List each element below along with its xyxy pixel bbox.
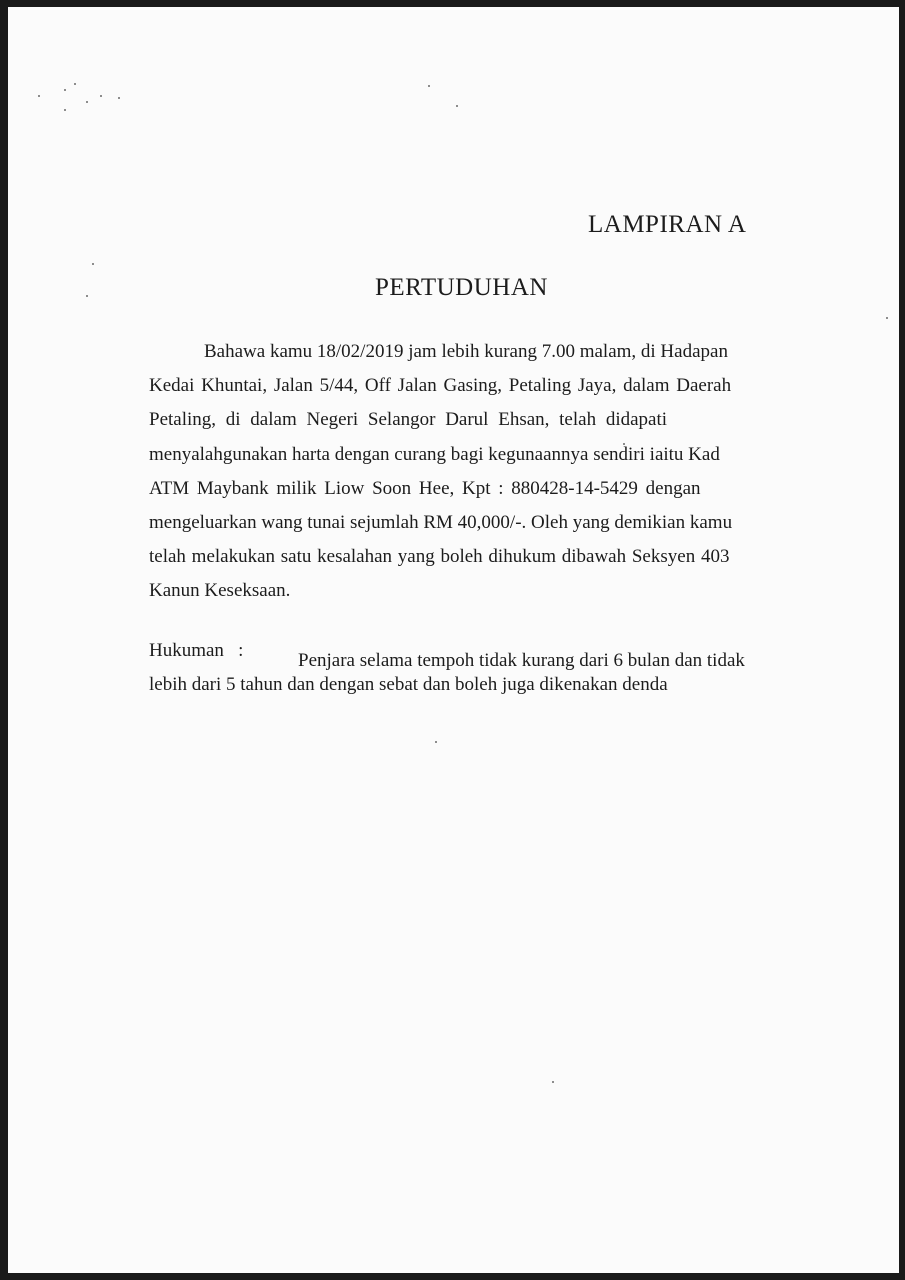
scan-speck <box>118 97 120 99</box>
charge-line: Petaling, di dalam Negeri Selangor Darul Ehsan, telah didapati <box>149 409 668 430</box>
scan-speck <box>456 105 458 107</box>
charge-line: telah melakukan satu kesalahan yang boleh dihukum dibawah Seksyen 403 <box>149 546 730 567</box>
punishment-text: Penjara selama tempoh tidak kurang dari 6 bulan dan tidak <box>298 650 745 671</box>
scan-speck <box>552 1081 554 1083</box>
scan-speck <box>100 95 102 97</box>
charge-line: menyalahgunakan harta dengan curang bagi kegunaannya sendiri iaitu Kad <box>149 444 720 465</box>
scan-speck <box>92 263 94 265</box>
scan-speck <box>38 95 40 97</box>
scan-speck <box>886 317 888 319</box>
scan-speck <box>428 85 430 87</box>
charge-line: mengeluarkan wang tunai sejumlah RM 40,000/-. Oleh yang demikian kamu <box>149 512 733 533</box>
scan-speck <box>86 101 88 103</box>
document-page <box>8 7 899 1273</box>
scan-speck <box>86 295 88 297</box>
punishment-text: lebih dari 5 tahun dan dengan sebat dan boleh juga dikenakan denda <box>149 674 668 695</box>
scan-speck <box>64 89 66 91</box>
charge-line: Kedai Khuntai, Jalan 5/44, Off Jalan Gasing, Petaling Jaya, dalam Daerah <box>149 375 732 396</box>
document-title: PERTUDUHAN <box>375 274 548 301</box>
scan-speck <box>74 83 76 85</box>
charge-line: Kanun Keseksaan. <box>149 580 291 601</box>
appendix-label: LAMPIRAN A <box>588 211 747 238</box>
charge-line: ATM Maybank milik Liow Soon Hee, Kpt : 880428-14-5429 dengan <box>149 478 701 499</box>
scan-speck <box>435 741 437 743</box>
scan-speck <box>64 109 66 111</box>
punishment-label: Hukuman : <box>149 640 244 661</box>
charge-line: Bahawa kamu 18/02/2019 jam lebih kurang 7.00 malam, di Hadapan <box>204 341 728 362</box>
